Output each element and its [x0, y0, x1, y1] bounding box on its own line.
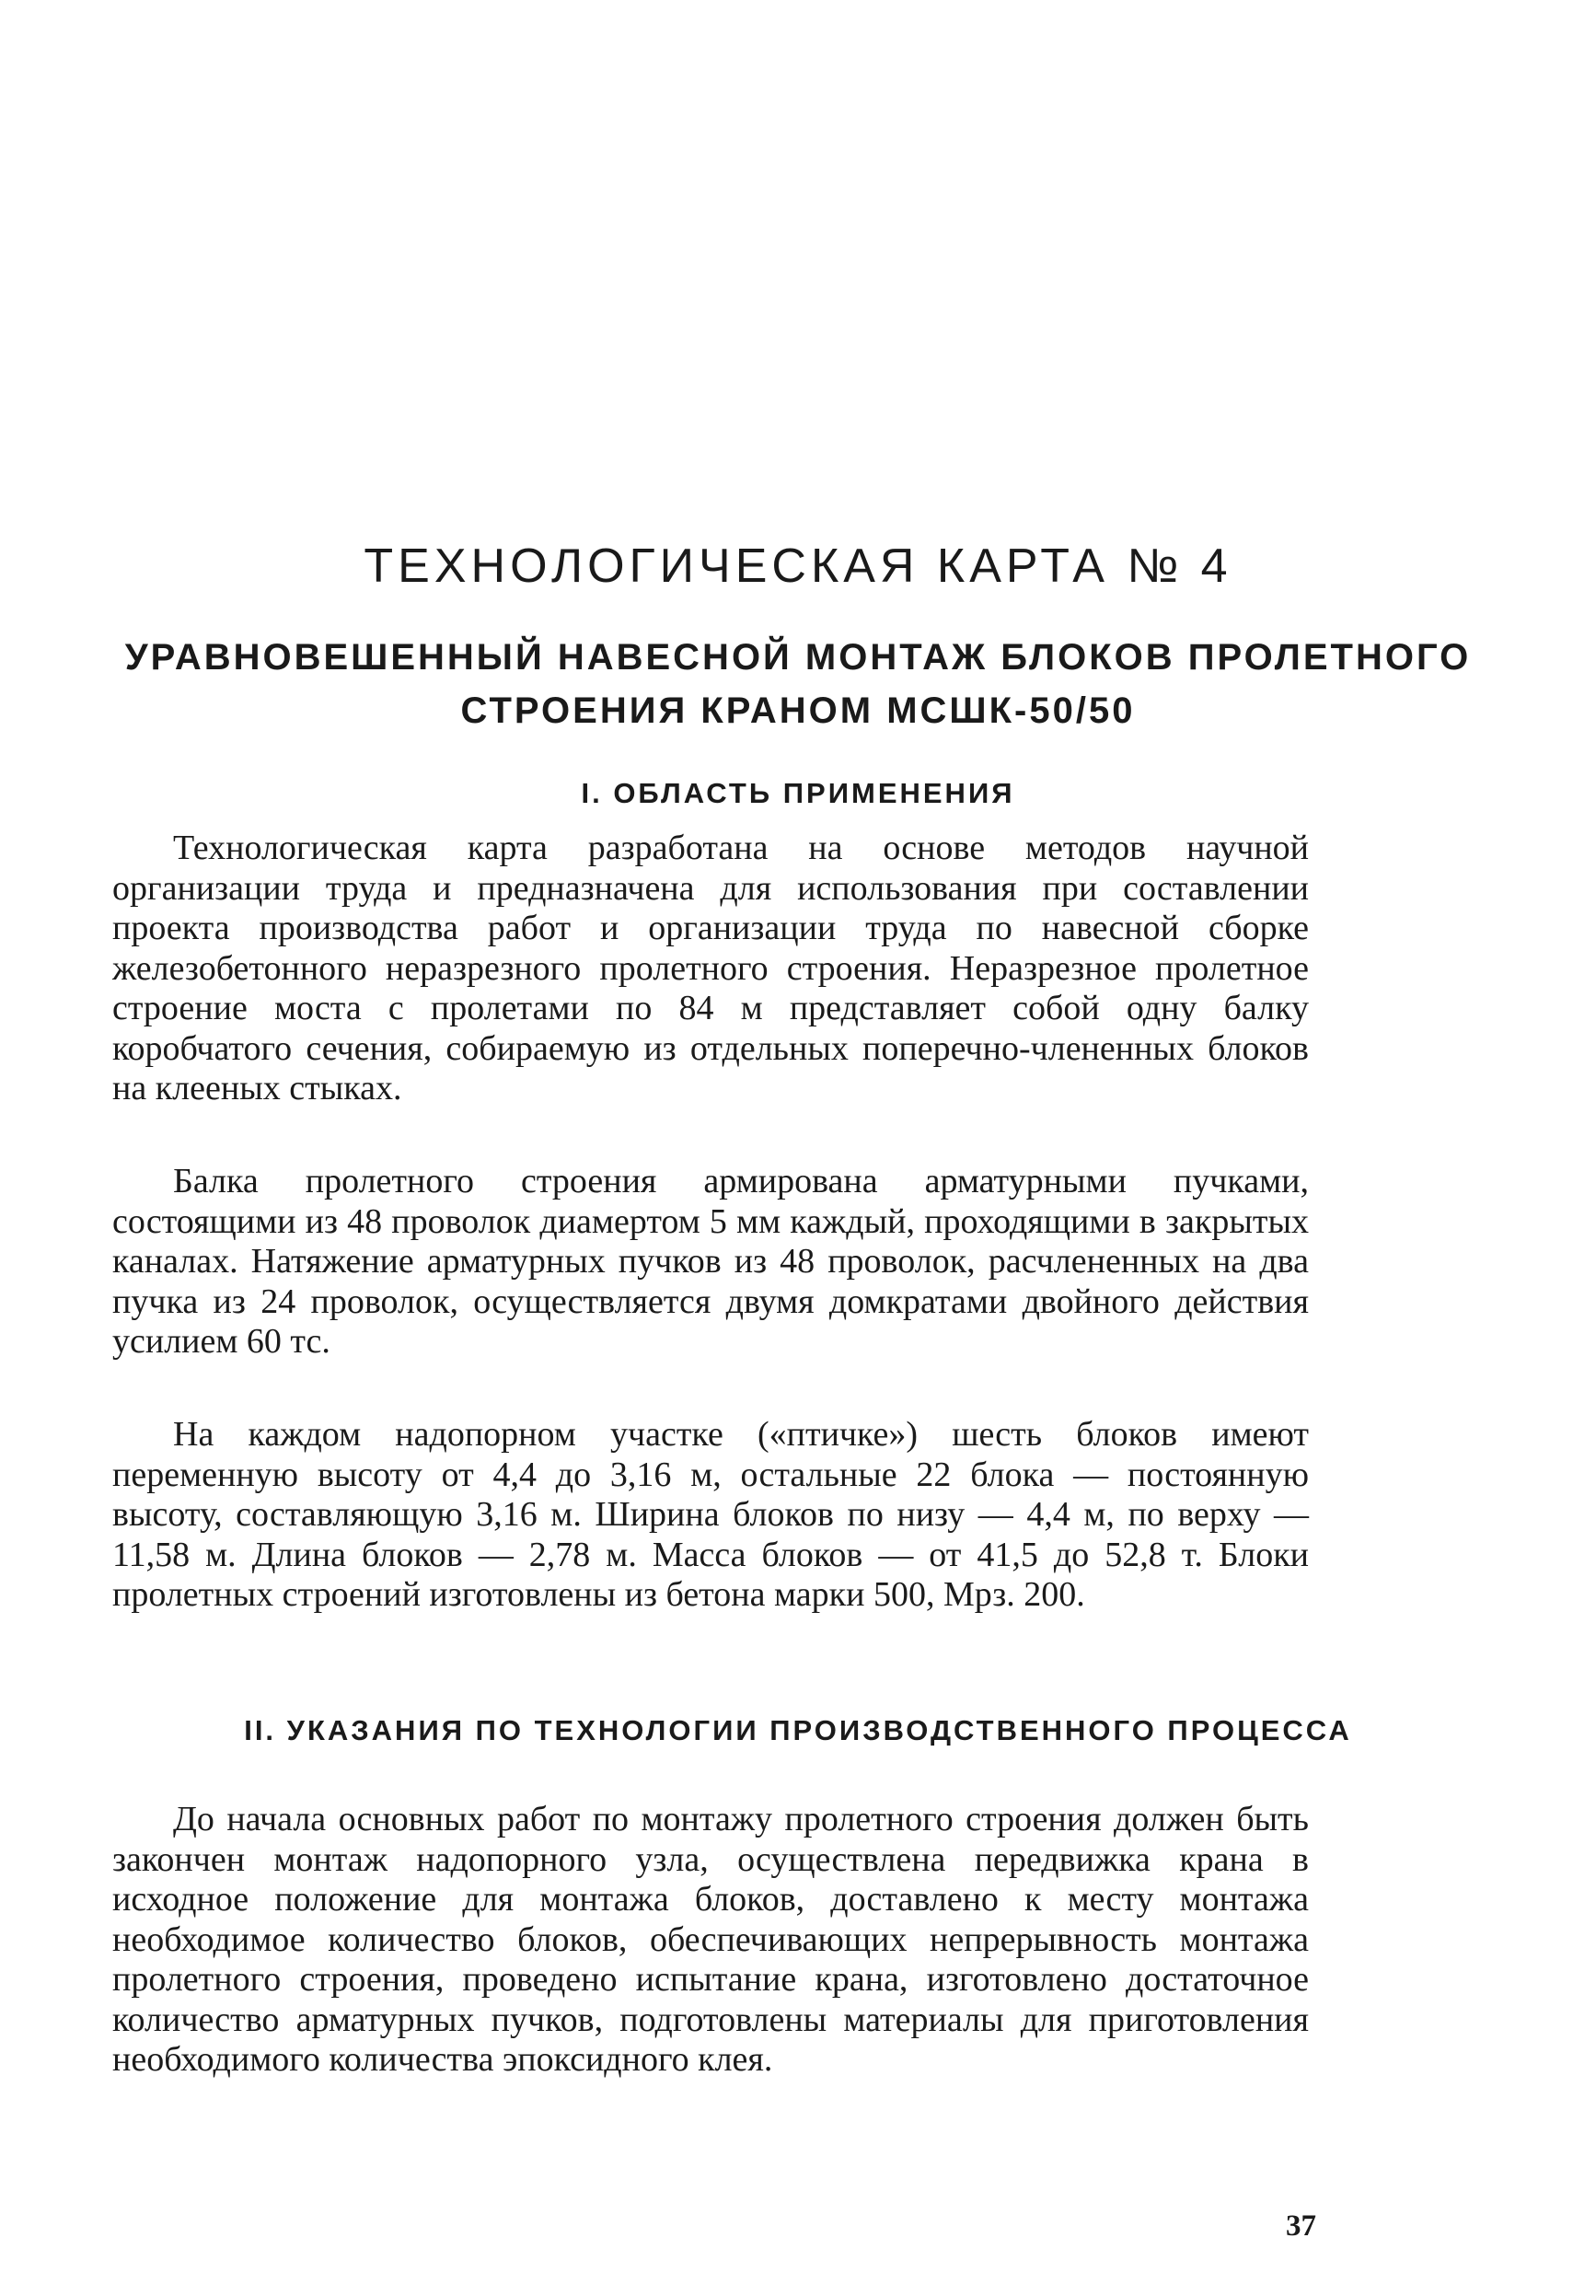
section-heading-scope: I. ОБЛАСТЬ ПРИМЕНЕНИЯ — [581, 777, 1015, 809]
paragraph: Технологическая карта разработана на основе методов научной организации труда и предназначена для использования при составлении проекта производства работ и организации труда по навесной сборке железобетонного неразрезного пролетного строения. Неразрезное пролетное строение моста с пролетами по 84 м представляет собой одну балку коробчатого сечения, собираемую из отдельных поперечно-члененных блоков на клееных стыках. — [112, 829, 1309, 1107]
section-heading-technology: II. УКАЗАНИЯ ПО ТЕХНОЛОГИИ ПРОИЗВОДСТВЕННОГО ПРОЦЕССА — [244, 1714, 1352, 1746]
page-number: 37 — [1286, 2209, 1316, 2243]
document-subtitle: УРАВНОВЕШЕННЫЙ НАВЕСНОЙ МОНТАЖ БЛОКОВ ПРОЛЕТНОГО СТРОЕНИЯ КРАНОМ МСШК-50/50 — [124, 637, 1472, 731]
paragraph: До начала основных работ по монтажу пролетного строения должен быть закончен монтаж надопорного узла, осуществлена передвижка крана в исходное положение для монтажа блоков, доставлено к месту монтажа необходимое количество блоков, обеспечивающих непрерывность монтажа пролетного строения, проведено испытание крана, изготовлено достаточное количество арматурных пучков, подготовлены материалы для приготовления необходимого количества эпоксидного клея. — [112, 1800, 1309, 2079]
document-title: ТЕХНОЛОГИЧЕСКАЯ КАРТА № 4 — [364, 539, 1232, 593]
paragraph: Балка пролетного строения армирована арматурными пучками, состоящими из 48 проволок диамертом 5 мм каждый, проходящими в закрытых каналах. Натяжение арматурных пучков из 48 проволок, расчлененных на два пучка из 24 проволок, осуществляется двумя домкратами двойного действия усилием 60 тс. — [112, 1162, 1309, 1361]
paragraph: На каждом надопорном участке («птичке») шесть блоков имеют переменную высоту от 4,4 до 3,16 м, остальные 22 блока — постоянную высоту, составляющую 3,16 м. Ширина блоков по низу — 4,4 м, по верху — 11,58 м. Длина блоков — 2,78 м. Масса блоков — от 41,5 до 52,8 т. Блоки пролетных строений изготовлены из бетона марки 500, Мрз. 200. — [112, 1415, 1309, 1614]
